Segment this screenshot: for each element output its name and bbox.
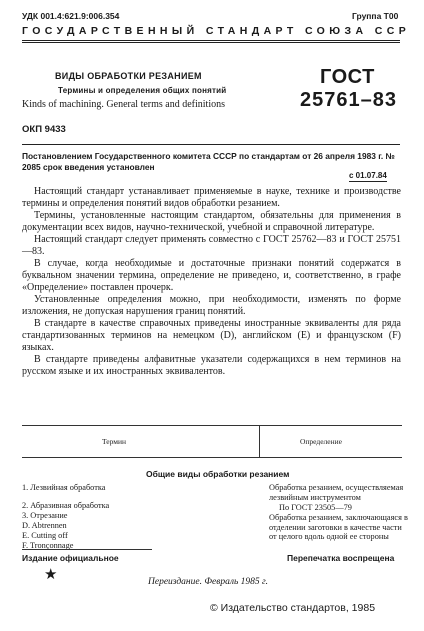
decree-text: Постановлением Государственного комитета СССР по стандартам от 26 апреля 1983 г. № 2085 срок введения установлен [22,151,395,172]
document-subtitle: Термины и определения общих понятий [58,86,227,95]
document-title: ВИДЫ ОБРАБОТКИ РЕЗАНИЕМ [55,71,202,81]
effective-date: с 01.07.84 [349,171,387,180]
term-item: D. Abtrennen [22,521,67,530]
header-rule-top [22,40,400,41]
body-text [22,186,401,378]
okp-code: ОКП 9433 [22,124,66,135]
term-item: 1. Лезвийная обработка [22,483,106,492]
column-header-definition: Определение [300,437,342,446]
definition-item: По ГОСТ 23505—79 [279,503,352,512]
term-item: E. Cutting off [22,531,68,540]
official-edition-label: Издание официальное [22,553,119,563]
star-icon: ★ [44,567,58,583]
table-header-rule [22,457,402,458]
paragraph-7: В стандарте приведены алфавитные указатели содержащихся в нем терминов на русском языке и их иностранных эквивалентов. [22,354,401,377]
reissue-note: Переиздание. Февраль 1985 г. [148,577,269,587]
paragraph-6: В стандарте в качестве справочных приведены иностранные эквиваленты для ряда стандартизованных терминов на немецком (D), английском (E) и французском (F) языках. [22,318,401,353]
term-item: F. Tronçonnage [22,541,74,550]
header-rule-bottom [22,42,400,43]
term-item: 2. Абразивная обработка [22,501,110,510]
column-header-term: Термин [102,437,127,446]
english-title: Kinds of machining. General terms and definitions [22,99,226,110]
udk-code: УДК 001.4:621.9:006.354 [22,11,120,21]
paragraph-4: В случае, когда необходимые и достаточные признаки понятий содержатся в буквальном значении термина, определение не приведено, и, соответственно, в графе «Определение» поставлен прочерк. [22,258,401,293]
terms-table [22,425,408,550]
definition-item: Обработка резанием, заключающаяся в отделении заготовки в качестве части от целого вдоль одной ее стороны [269,513,408,541]
table-header-divider [259,425,260,457]
standard-heading: ГОСУДАРСТВЕННЫЙ СТАНДАРТ СОЮЗА ССР [22,25,411,37]
section-title: Общие виды обработки резанием [146,469,290,479]
table-top-rule [22,425,402,426]
paragraph-2: Термины, установленные настоящим стандартом, обязательны для применения в документации всех видов, научно-технической, учебной и справочной литературе. [22,210,401,233]
definition-item: Обработка резанием, осуществляемая лезвийным инструментом [269,483,404,502]
paragraph-5: Установленные определения можно, при необходимости, изменять по форме изложения, не допуская нарушения границ понятий. [22,294,401,317]
gost-number: 25761–83 [300,89,397,111]
table-bottom-rule [22,549,152,550]
gost-label: ГОСТ [320,66,375,88]
paragraph-1: Настоящий стандарт устанавливает применяемые в науке, технике и производстве термины и определения понятий видов обработки резанием. [22,186,401,209]
title-rule [22,144,400,145]
term-item: 3. Отрезание [22,511,68,520]
group-code: Группа Т00 [352,11,399,21]
reprint-notice: Перепечатка воспрещена [287,553,395,563]
paragraph-3: Настоящий стандарт следует применять совместно с ГОСТ 25762—83 и ГОСТ 25751—83. [22,234,401,257]
copyright: © Издательство стандартов, 1985 [210,602,376,614]
